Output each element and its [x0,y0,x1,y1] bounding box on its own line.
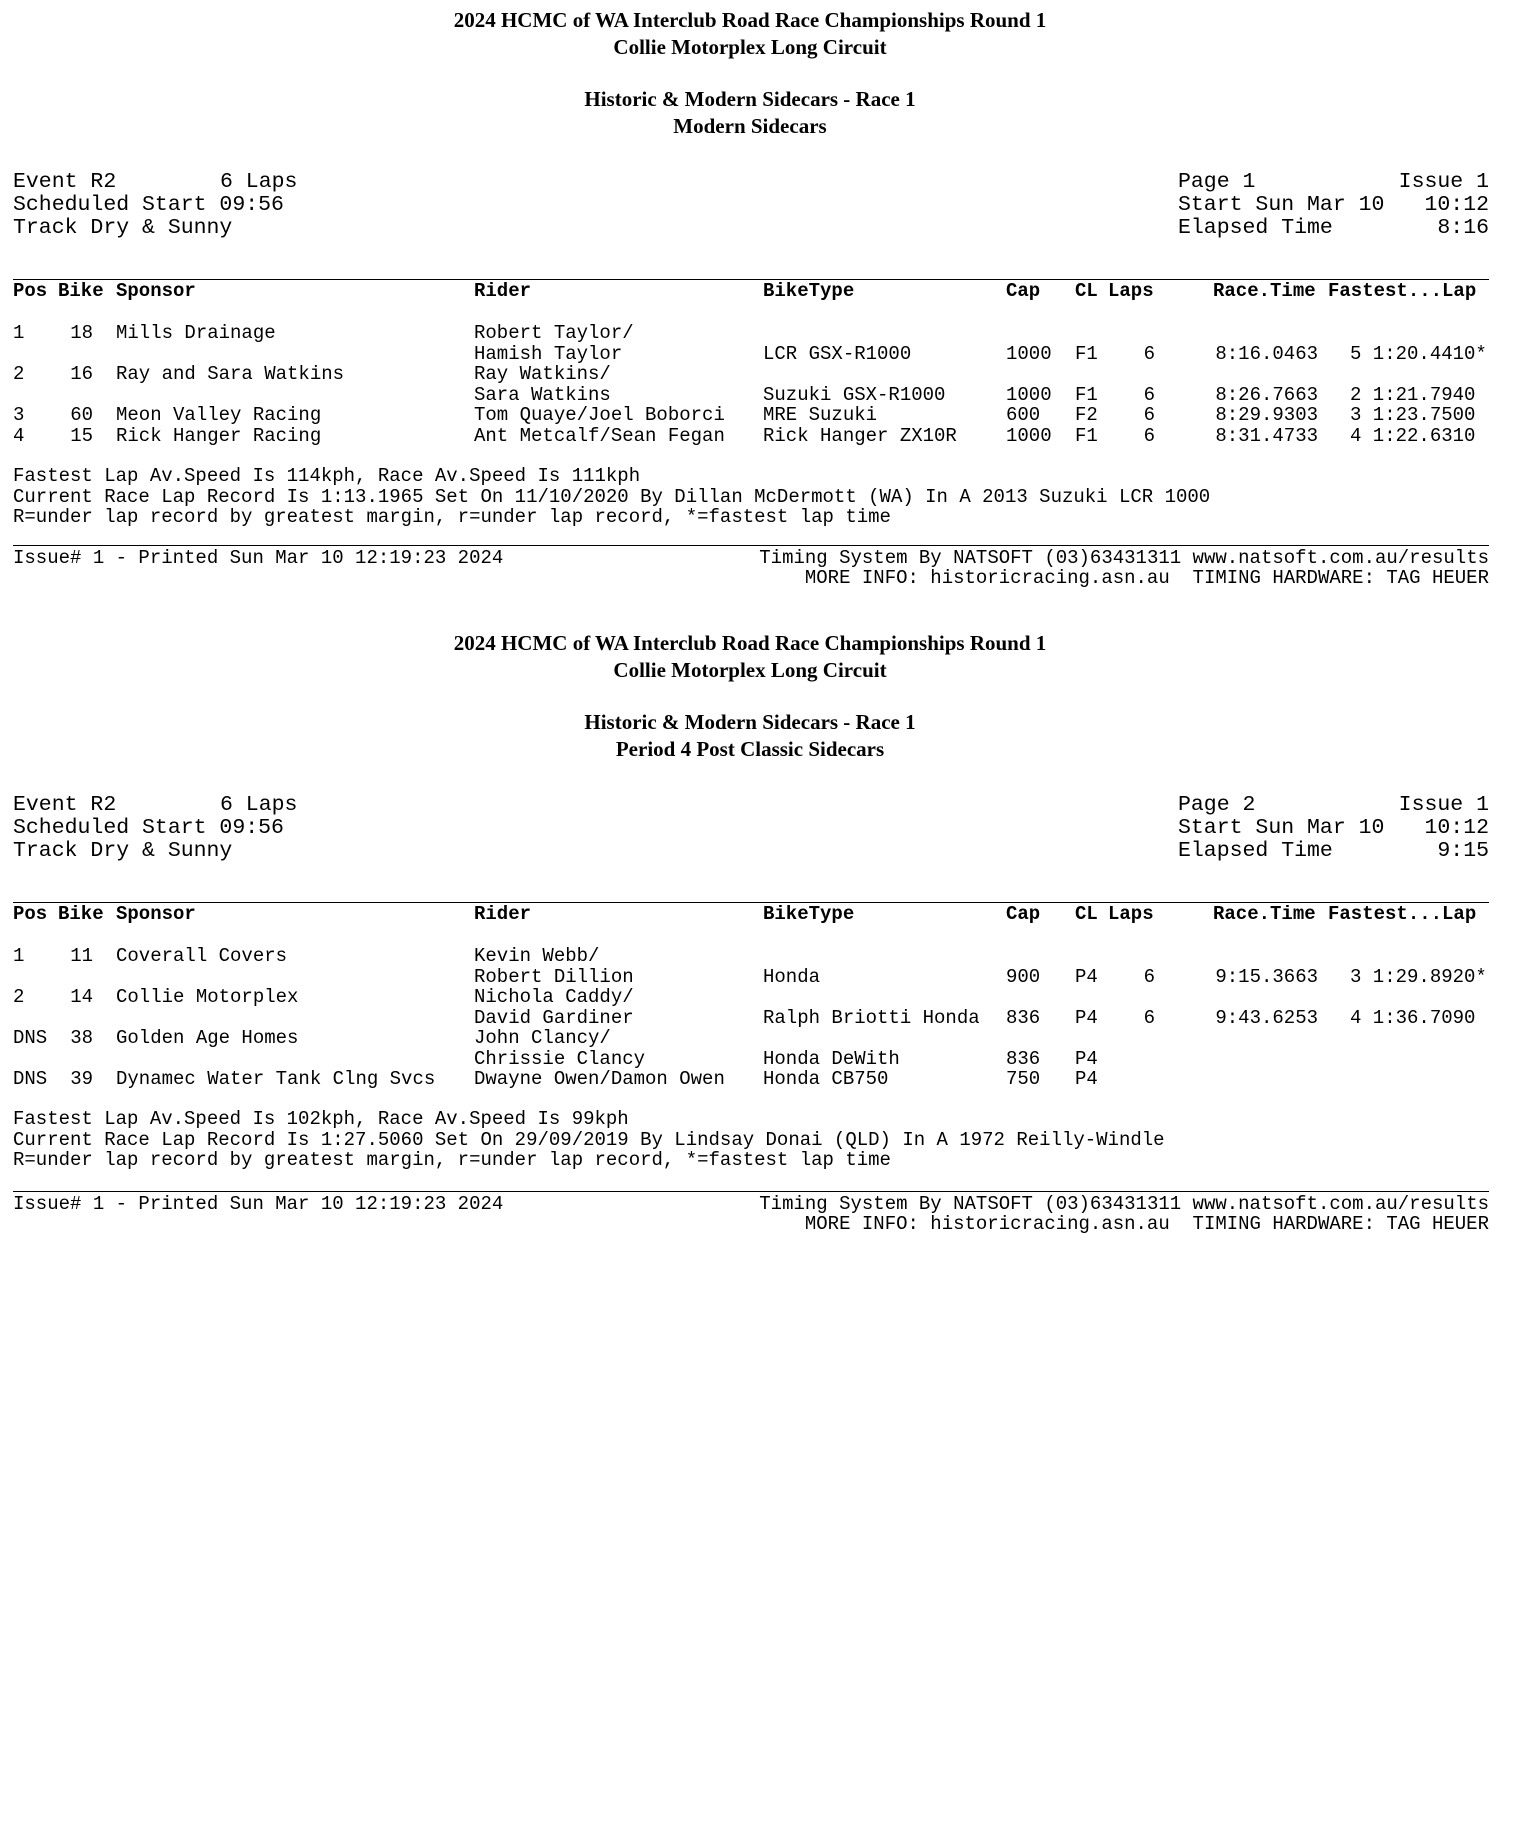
laps-label: 6 Laps [220,170,298,194]
row-sponsor: Dynamec Water Tank Clng Svcs [116,1068,436,1090]
row-rider: Robert Taylor/ [474,322,634,344]
row-bike: 38 [70,1027,93,1049]
start-label: Start Sun Mar 10 [1178,816,1385,840]
column-header-fastest: Fastest...Lap [1328,280,1477,302]
column-header-cap: Cap [1006,280,1041,302]
column-header-bike: Bike [58,903,104,925]
row-sponsor: Rick Hanger Racing [116,424,322,447]
column-header-cl: CL [1075,280,1098,302]
column-header-sponsor: Sponsor [116,280,196,302]
row-class: P4 [1075,965,1098,988]
row-pos: 2 [13,986,25,1008]
scheduled-start: Scheduled Start 09:56 [13,816,284,840]
footer-timing: Timing System By NATSOFT (03)63431311 www.natsoft.com.au/results [759,547,1489,569]
row-cap: 836 [1006,1047,1041,1070]
elapsed-time: 9:15 [1437,839,1489,863]
row-cap: 1000 [1006,383,1052,406]
row-biketype: Honda [763,965,821,988]
row-bike: 15 [70,424,93,447]
race-title: Historic & Modern Sidecars - Race 1 [584,710,916,734]
race-note: Current Race Lap Record Is 1:27.5060 Set On 29/09/2019 By Lindsay Donai (QLD) In A 1972 Reilly-Windle [13,1128,1165,1151]
row-biketype: Honda DeWith [763,1047,900,1070]
issue-label: Issue 1 [1398,170,1489,194]
event-label: Event R2 [13,793,117,817]
row-cap: 1000 [1006,342,1052,365]
page-label: Page 1 [1178,170,1256,194]
row-fastest-lap: 4 1:36.7090 [1350,1006,1476,1029]
row-cap: 750 [1006,1068,1041,1090]
row-rider-2: Chrissie Clancy [474,1047,646,1070]
column-header-fastest: Fastest...Lap [1328,903,1477,925]
start-time: 10:12 [1424,816,1489,840]
row-biketype: LCR GSX-R1000 [763,342,912,365]
row-pos: 1 [13,322,25,344]
row-class: P4 [1075,1047,1098,1070]
event-title: 2024 HCMC of WA Interclub Road Race Championships Round 1 [453,631,1047,655]
row-rider: Tom Quaye/Joel Boborci [474,404,725,426]
column-header-rider: Rider [474,280,532,302]
row-race-time: 8:26.7663 [1215,383,1318,406]
column-header-pos: Pos [13,280,48,302]
class-title: Period 4 Post Classic Sidecars [615,737,885,761]
footer-more-info: MORE INFO: historicracing.asn.au TIMING HARDWARE: TAG HEUER [804,1213,1489,1235]
laps-label: 6 Laps [220,793,298,817]
page-label: Page 2 [1178,793,1256,817]
row-sponsor: Collie Motorplex [116,986,299,1008]
elapsed-time: 8:16 [1437,216,1489,240]
row-pos: DNS [13,1068,48,1090]
row-class: F1 [1075,342,1098,365]
row-biketype: Honda CB750 [763,1068,889,1090]
race-note: Fastest Lap Av.Speed Is 102kph, Race Av.Speed Is 99kph [13,1108,629,1130]
column-header-cap: Cap [1006,903,1041,925]
race-note: R=under lap record by greatest margin, r=under lap record, *=fastest lap time [13,506,891,528]
row-fastest-lap: 5 1:20.4410* [1350,342,1487,365]
row-biketype: MRE Suzuki [763,404,878,426]
elapsed-label: Elapsed Time [1178,839,1333,863]
row-fastest-lap: 2 1:21.7940 [1350,383,1476,406]
results-sheet [0,0,1536,623]
row-pos: 3 [13,404,25,426]
row-cap: 600 [1006,404,1041,426]
row-laps: 6 [1143,342,1155,365]
footer-more-info: MORE INFO: historicracing.asn.au TIMING HARDWARE: TAG HEUER [804,567,1489,589]
elapsed-label: Elapsed Time [1178,216,1333,240]
row-rider-2: Sara Watkins [474,383,611,406]
row-laps: 6 [1143,424,1155,447]
race-note: Fastest Lap Av.Speed Is 114kph, Race Av.Speed Is 111kph [13,465,641,487]
footer-printed: Issue# 1 - Printed Sun Mar 10 12:19:23 2024 [13,1193,504,1215]
row-laps: 6 [1143,1006,1155,1029]
row-bike: 18 [70,322,93,344]
row-pos: 2 [13,363,25,385]
row-rider-2: David Gardiner [474,1006,634,1029]
race-note: R=under lap record by greatest margin, r=under lap record, *=fastest lap time [13,1149,891,1171]
column-header-laps: Laps [1108,280,1154,302]
row-pos: 4 [13,424,25,447]
column-header-pos: Pos [13,903,48,925]
row-laps: 6 [1143,383,1155,406]
scheduled-start: Scheduled Start 09:56 [13,193,284,217]
row-biketype: Ralph Briotti Honda [763,1006,980,1029]
row-bike: 60 [70,404,93,426]
row-class: F1 [1075,383,1098,406]
row-race-time: 8:31.4733 [1215,424,1318,447]
results-sheet [0,623,1536,1246]
row-cap: 1000 [1006,424,1052,447]
row-rider: Nichola Caddy/ [474,986,634,1008]
row-rider: Dwayne Owen/Damon Owen [474,1068,725,1090]
event-label: Event R2 [13,170,117,194]
footer-rule [13,545,1489,546]
column-header-biketype: BikeType [763,280,855,302]
row-race-time: 9:15.3663 [1215,965,1318,988]
row-sponsor: Coverall Covers [116,945,288,967]
row-rider: Ant Metcalf/Sean Fegan [474,424,725,447]
column-header-bike: Bike [58,280,104,302]
circuit-title: Collie Motorplex Long Circuit [613,35,887,59]
start-label: Start Sun Mar 10 [1178,193,1385,217]
row-bike: 39 [70,1068,93,1090]
row-bike: 11 [70,945,93,967]
footer-rule [13,1191,1489,1192]
column-header-biketype: BikeType [763,903,855,925]
row-race-time: 8:29.9303 [1215,404,1318,426]
race-note: Current Race Lap Record Is 1:13.1965 Set On 11/10/2020 By Dillan McDermott (WA) In A 2013 Suzuki LCR 1000 [13,485,1211,508]
row-sponsor: Ray and Sara Watkins [116,363,345,385]
row-bike: 16 [70,363,93,385]
race-title: Historic & Modern Sidecars - Race 1 [584,87,916,111]
row-biketype: Suzuki GSX-R1000 [763,383,946,406]
row-rider-2: Robert Dillion [474,965,634,988]
row-rider: Ray Watkins/ [474,363,611,385]
row-pos: DNS [13,1027,48,1049]
row-rider: John Clancy/ [474,1027,611,1049]
row-class: F2 [1075,404,1098,426]
row-laps: 6 [1143,404,1155,426]
row-class: P4 [1075,1068,1098,1090]
column-header-rider: Rider [474,903,532,925]
circuit-title: Collie Motorplex Long Circuit [613,658,887,682]
row-cap: 900 [1006,965,1041,988]
footer-timing: Timing System By NATSOFT (03)63431311 www.natsoft.com.au/results [759,1193,1489,1215]
row-fastest-lap: 3 1:23.7500 [1350,404,1476,426]
start-time: 10:12 [1424,193,1489,217]
class-title: Modern Sidecars [673,114,827,138]
row-race-time: 8:16.0463 [1215,342,1318,365]
column-header-racetime: Race.Time [1213,280,1316,302]
row-fastest-lap: 4 1:22.6310 [1350,424,1476,447]
row-biketype: Rick Hanger ZX10R [763,424,957,447]
column-header-laps: Laps [1108,903,1154,925]
event-title: 2024 HCMC of WA Interclub Road Race Championships Round 1 [453,8,1047,32]
row-class: P4 [1075,1006,1098,1029]
row-cap: 836 [1006,1006,1041,1029]
row-fastest-lap: 3 1:29.8920* [1350,965,1487,988]
row-rider: Kevin Webb/ [474,945,600,967]
footer-printed: Issue# 1 - Printed Sun Mar 10 12:19:23 2024 [13,547,504,569]
column-header-racetime: Race.Time [1213,903,1316,925]
row-bike: 14 [70,986,93,1008]
track-condition: Track Dry & Sunny [13,216,233,240]
row-class: F1 [1075,424,1098,447]
column-header-cl: CL [1075,903,1098,925]
track-condition: Track Dry & Sunny [13,839,233,863]
row-sponsor: Golden Age Homes [116,1027,299,1049]
row-laps: 6 [1143,965,1155,988]
row-rider-2: Hamish Taylor [474,342,623,365]
row-sponsor: Meon Valley Racing [116,404,322,426]
issue-label: Issue 1 [1398,793,1489,817]
column-header-sponsor: Sponsor [116,903,196,925]
row-sponsor: Mills Drainage [116,322,276,344]
row-race-time: 9:43.6253 [1215,1006,1318,1029]
row-pos: 1 [13,945,25,967]
